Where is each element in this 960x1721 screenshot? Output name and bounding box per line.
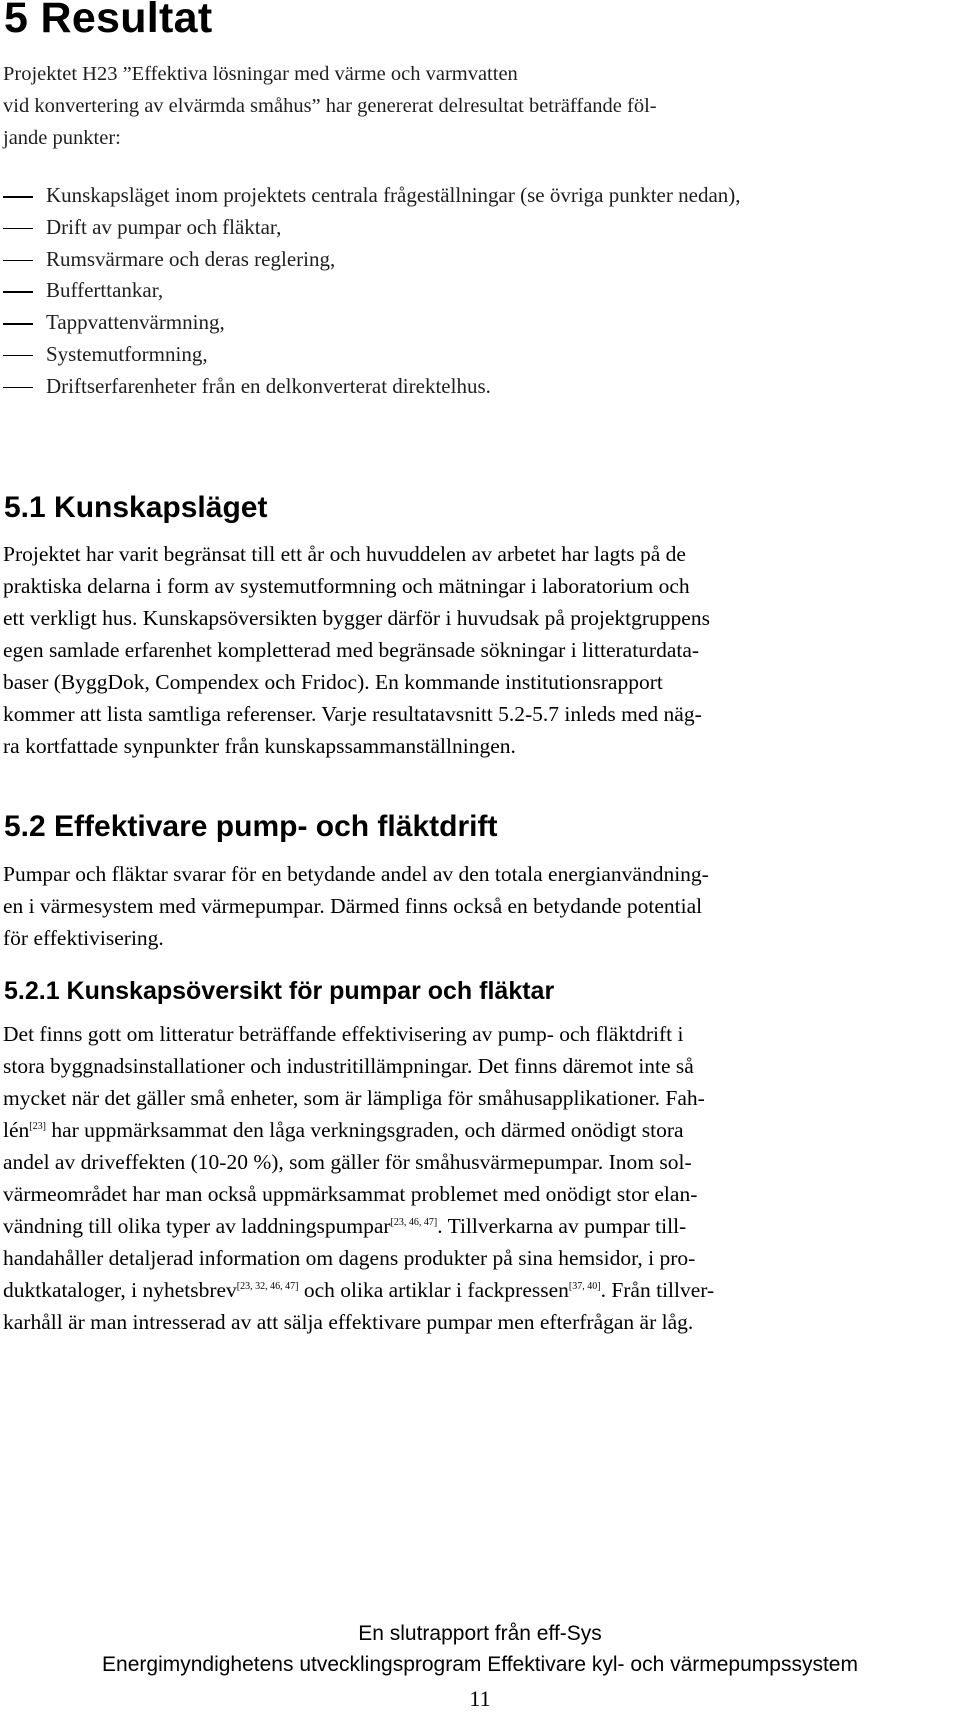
text-run: . Tillverkarna av pumpar till- [437,1214,687,1238]
paragraph-line: stora byggnadsinstallationer och industritillämpningar. Det finns däremot inte så [3,1054,694,1078]
intro-line: Projektet H23 ”Effektiva lösningar med värme och varmvatten [3,63,518,85]
section-5-2-paragraph [3,858,883,954]
subsection-heading-5-2-1: 5.2.1 Kunskapsöversikt för pumpar och fläktar [4,977,555,1005]
page-title: 5 Resultat [4,0,213,42]
list-item: Drift av pumpar och fläktar, [3,212,906,244]
paragraph-line: kommer att lista samtliga referenser. Varje resultatavsnitt 5.2-5.7 inleds med näg- [3,702,702,726]
paragraph-line: praktiska delarna i form av systemutformning och mätningar i laboratorium och [3,574,690,598]
list-item: Tappvattenvärmning, [3,307,906,339]
intro-line: vid konvertering av elvärmda småhus” har genererat delresultat beträffande föl- [3,95,657,117]
text-run: och olika artiklar i fackpressen [298,1278,569,1302]
footer-program-name: Energimyndighetens utvecklingsprogram Effektivare kyl- och värmepumpssystem [102,1653,858,1676]
paragraph-line: ett verkligt hus. Kunskapsöversikten bygger därför i huvudsak på projektgruppens [3,606,710,630]
paragraph-line: handahåller detaljerad information om dagens produkter på sina hemsidor, i pro- [3,1246,696,1270]
reference-marker: [23, 32, 46, 47] [236,1280,299,1292]
paragraph-line: ra kortfattade synpunkter från kunskapssammanställningen. [3,734,516,758]
text-run: har uppmärksammat den låga verkningsgraden, och därmed onödigt stora [45,1118,684,1142]
paragraph-line: egen samlade erfarenhet kompletterad med begränsade sökningar i litteraturdata- [3,638,700,662]
reference-marker: [23] [29,1120,46,1132]
paragraph-line: för effektivisering. [3,926,164,950]
intro-paragraph [3,58,883,154]
paragraph-line [3,1210,883,1242]
paragraph-line: Det finns gott om litteratur beträffande effektivisering av pump- och fläktdrift i [3,1022,684,1046]
paragraph-line [3,1274,883,1306]
reference-marker: [37, 40] [568,1280,601,1292]
paragraph-line: Projektet har varit begränsat till ett år och huvuddelen av arbetet har lagts på de [3,542,686,566]
page-number: 11 [469,1686,491,1711]
paragraph-line: andel av driveffekten (10-20 %), som gäller för småhusvärmepumpar. Inom sol- [3,1150,692,1174]
intro-line: jande punkter: [3,127,121,149]
text-run: lén [3,1118,30,1142]
subsection-5-2-1-paragraph [3,1018,883,1338]
paragraph-line: mycket när det gäller små enheter, som är lämpliga för småhusapplikationer. Fah- [3,1086,705,1110]
paragraph-line: karhåll är man intresserad av att sälja effektivare pumpar men efterfrågan är låg. [3,1310,694,1334]
text-run: vändning till olika typer av laddningspumpar [3,1214,391,1238]
list-item: Kunskapsläget inom projektets centrala frågeställningar (se övriga punkter nedan), [3,180,906,212]
text-run: . Från tillver- [600,1278,715,1302]
section-5-1-paragraph [3,538,883,762]
reference-marker: [23, 46, 47] [390,1216,438,1228]
list-item: Bufferttankar, [3,275,906,307]
section-heading-5-1: 5.1 Kunskapsläget [4,491,268,524]
paragraph-line: en i värmesystem med värmepumpar. Därmed finns också en betydande potential [3,894,703,918]
text-run: duktkataloger, i nyhetsbrev [3,1278,237,1302]
paragraph-line [3,1114,883,1146]
paragraph-line: Pumpar och fläktar svarar för en betydande andel av den totala energianvändning- [3,862,709,886]
paragraph-line: värmeområdet har man också uppmärksammat problemet med onödigt stor elan- [3,1182,698,1206]
list-item: Driftserfarenheter från en delkonverterat direktelhus. [3,371,906,403]
footer-report-title: En slutrapport från eff-Sys [358,1622,602,1645]
list-item: Rumsvärmare och deras reglering, [3,244,906,276]
list-item: Systemutformning, [3,339,906,371]
paragraph-line: baser (ByggDok, Compendex och Fridoc). En kommande institutionsrapport [3,670,663,694]
section-heading-5-2: 5.2 Effektivare pump- och fläktdrift [4,810,498,843]
result-points-list [3,180,906,403]
